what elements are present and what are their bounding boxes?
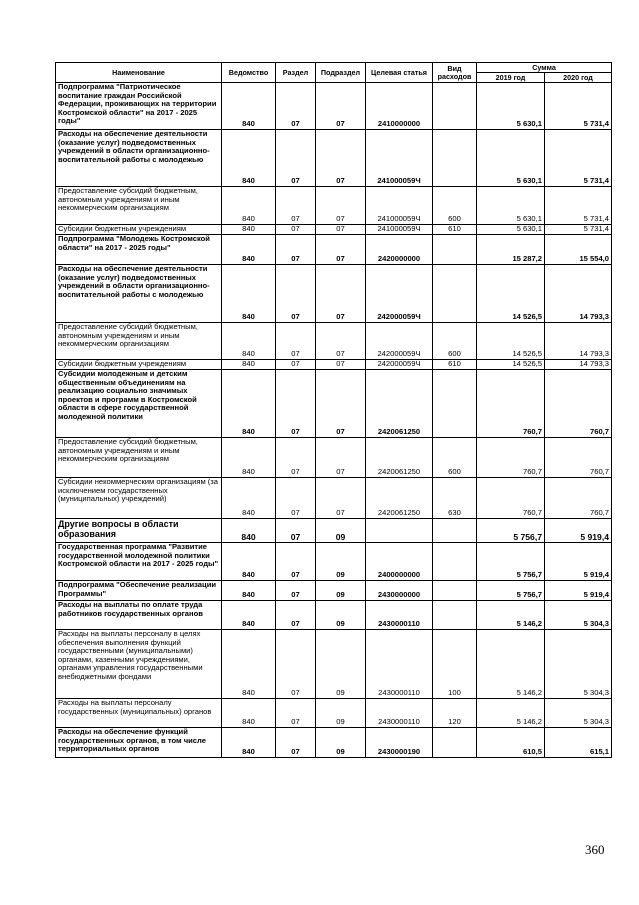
cell-vid: 100 <box>433 630 477 699</box>
cell-podrazdel: 09 <box>316 519 366 543</box>
table-row <box>56 323 612 360</box>
cell-sum-2020: 5 304,3 <box>545 699 612 728</box>
cell-name: Другие вопросы в области образования <box>56 519 222 543</box>
cell-target: 2430000110 <box>366 601 433 630</box>
table-row <box>56 581 612 601</box>
cell-podrazdel: 07 <box>316 323 366 360</box>
cell-sum-2019: 15 287,2 <box>477 235 545 265</box>
table-row <box>56 225 612 235</box>
cell-sum-2019: 5 146,2 <box>477 699 545 728</box>
table-row <box>56 83 612 130</box>
cell-sum-2020: 5 919,4 <box>545 519 612 543</box>
cell-vedomstvo: 840 <box>222 323 276 360</box>
cell-sum-2019: 5 146,2 <box>477 630 545 699</box>
cell-vid <box>433 370 477 438</box>
cell-vedomstvo: 840 <box>222 360 276 370</box>
cell-target: 241000059Ч <box>366 225 433 235</box>
col-header-podrazdel: Подраздел <box>316 63 366 83</box>
cell-vedomstvo: 840 <box>222 543 276 581</box>
cell-razdel: 07 <box>276 235 316 265</box>
table-row <box>56 265 612 323</box>
cell-target: 2410000000 <box>366 83 433 130</box>
cell-sum-2019: 760,7 <box>477 478 545 519</box>
cell-sum-2019: 5 146,2 <box>477 601 545 630</box>
cell-vedomstvo: 840 <box>222 699 276 728</box>
cell-target: 2430000110 <box>366 630 433 699</box>
cell-podrazdel: 09 <box>316 543 366 581</box>
col-header-vedomstvo: Ведомство <box>222 63 276 83</box>
cell-vid <box>433 130 477 187</box>
cell-podrazdel: 07 <box>316 265 366 323</box>
cell-sum-2019: 14 526,5 <box>477 323 545 360</box>
cell-vid <box>433 543 477 581</box>
cell-sum-2019: 5 756,7 <box>477 519 545 543</box>
cell-podrazdel: 09 <box>316 581 366 601</box>
cell-vid: 610 <box>433 360 477 370</box>
cell-vid: 600 <box>433 187 477 225</box>
table-row <box>56 630 612 699</box>
cell-sum-2019: 5 630,1 <box>477 130 545 187</box>
cell-vid: 610 <box>433 225 477 235</box>
cell-razdel: 07 <box>276 601 316 630</box>
col-header-razdel: Раздел <box>276 63 316 83</box>
table-row <box>56 543 612 581</box>
cell-name: Расходы на обеспечение деятельности (оказание услуг) подведомственных учреждений в области организационно-воспитательной работы с молодежью <box>56 265 222 323</box>
cell-name: Расходы на выплаты персоналу в целях обеспечения выполнения функций государственными (муниципальными) органами, казенными учреждениями, органами управления государственными внебюджетными фондами <box>56 630 222 699</box>
cell-vedomstvo: 840 <box>222 581 276 601</box>
cell-name: Расходы на выплаты персоналу государственных (муниципальных) органов <box>56 699 222 728</box>
cell-vedomstvo: 840 <box>222 130 276 187</box>
cell-sum-2019: 14 526,5 <box>477 360 545 370</box>
cell-target: 241000059Ч <box>366 130 433 187</box>
cell-vid <box>433 601 477 630</box>
cell-razdel: 07 <box>276 630 316 699</box>
budget-table <box>55 62 612 758</box>
cell-sum-2020: 5 731,4 <box>545 83 612 130</box>
cell-target: 2420061250 <box>366 370 433 438</box>
cell-podrazdel: 07 <box>316 187 366 225</box>
cell-name: Предоставление субсидий бюджетным, автономным учреждениям и иным некоммерческим организациям <box>56 187 222 225</box>
table-body <box>56 83 612 758</box>
cell-target: 2430000110 <box>366 699 433 728</box>
cell-vedomstvo: 840 <box>222 187 276 225</box>
cell-razdel: 07 <box>276 323 316 360</box>
cell-target: 2420061250 <box>366 438 433 478</box>
cell-name: Расходы на обеспечение функций государственных органов, в том числе территориальных органов <box>56 728 222 758</box>
cell-sum-2019: 760,7 <box>477 370 545 438</box>
cell-sum-2020: 15 554,0 <box>545 235 612 265</box>
cell-sum-2020: 5 919,4 <box>545 581 612 601</box>
cell-name: Субсидии бюджетным учреждениям <box>56 225 222 235</box>
cell-razdel: 07 <box>276 225 316 235</box>
cell-sum-2020: 14 793,3 <box>545 323 612 360</box>
cell-sum-2020: 760,7 <box>545 478 612 519</box>
cell-vid: 600 <box>433 323 477 360</box>
table-row <box>56 699 612 728</box>
cell-podrazdel: 09 <box>316 601 366 630</box>
cell-vedomstvo: 840 <box>222 438 276 478</box>
cell-razdel: 07 <box>276 728 316 758</box>
col-header-vid: Вид расходов <box>433 63 477 83</box>
cell-target: 242000059Ч <box>366 323 433 360</box>
cell-sum-2020: 5 919,4 <box>545 543 612 581</box>
cell-target: 242000059Ч <box>366 265 433 323</box>
cell-vid: 120 <box>433 699 477 728</box>
cell-name: Субсидии бюджетным учреждениям <box>56 360 222 370</box>
table-row <box>56 601 612 630</box>
cell-podrazdel: 09 <box>316 728 366 758</box>
cell-vedomstvo: 840 <box>222 478 276 519</box>
cell-razdel: 07 <box>276 360 316 370</box>
cell-podrazdel: 09 <box>316 630 366 699</box>
cell-vedomstvo: 840 <box>222 225 276 235</box>
cell-name: Подпрограмма "Обеспечение реализации Программы" <box>56 581 222 601</box>
cell-vid <box>433 581 477 601</box>
cell-sum-2020: 5 731,4 <box>545 187 612 225</box>
cell-vid: 630 <box>433 478 477 519</box>
cell-razdel: 07 <box>276 581 316 601</box>
cell-sum-2020: 615,1 <box>545 728 612 758</box>
cell-sum-2020: 760,7 <box>545 438 612 478</box>
cell-target: 2400000000 <box>366 543 433 581</box>
cell-razdel: 07 <box>276 438 316 478</box>
cell-vid <box>433 519 477 543</box>
cell-vedomstvo: 840 <box>222 235 276 265</box>
cell-razdel: 07 <box>276 83 316 130</box>
cell-podrazdel: 07 <box>316 370 366 438</box>
cell-sum-2020: 5 731,4 <box>545 225 612 235</box>
cell-sum-2019: 5 756,7 <box>477 543 545 581</box>
cell-razdel: 07 <box>276 265 316 323</box>
cell-vedomstvo: 840 <box>222 601 276 630</box>
cell-vid <box>433 728 477 758</box>
cell-razdel: 07 <box>276 543 316 581</box>
col-header-name: Наименование <box>56 63 222 83</box>
cell-sum-2020: 760,7 <box>545 370 612 438</box>
cell-sum-2019: 5 756,7 <box>477 581 545 601</box>
cell-vedomstvo: 840 <box>222 519 276 543</box>
cell-podrazdel: 07 <box>316 83 366 130</box>
cell-name: Предоставление субсидий бюджетным, автономным учреждениям и иным некоммерческим организациям <box>56 323 222 360</box>
table-row <box>56 187 612 225</box>
cell-podrazdel: 07 <box>316 130 366 187</box>
col-header-2020: 2020 год <box>545 73 612 83</box>
cell-sum-2020: 5 304,3 <box>545 601 612 630</box>
table-row <box>56 519 612 543</box>
cell-sum-2020: 5 304,3 <box>545 630 612 699</box>
cell-razdel: 07 <box>276 519 316 543</box>
table-row <box>56 478 612 519</box>
cell-sum-2019: 14 526,5 <box>477 265 545 323</box>
cell-name: Расходы на выплаты по оплате труда работников государственных органов <box>56 601 222 630</box>
cell-sum-2020: 5 731,4 <box>545 130 612 187</box>
cell-target: 2430000000 <box>366 581 433 601</box>
cell-sum-2019: 5 630,1 <box>477 187 545 225</box>
cell-target: 2420000000 <box>366 235 433 265</box>
cell-target: 242000059Ч <box>366 360 433 370</box>
cell-name: Подпрограмма "Молодежь Костромской области" на 2017 - 2025 годы" <box>56 235 222 265</box>
table-row <box>56 370 612 438</box>
table-row <box>56 130 612 187</box>
cell-name: Субсидии молодежным и детским общественным объединениям на реализацию социально значимых проектов и программ в Костромской области в сфере государственной молодежной политики <box>56 370 222 438</box>
cell-name: Расходы на обеспечение деятельности (оказание услуг) подведомственных учреждений в области организационно-воспитательной работы с молодежью <box>56 130 222 187</box>
col-header-target: Целевая статья <box>366 63 433 83</box>
table-row <box>56 360 612 370</box>
table-row <box>56 728 612 758</box>
cell-sum-2020: 14 793,3 <box>545 360 612 370</box>
cell-podrazdel: 07 <box>316 225 366 235</box>
cell-name: Подпрограмма "Патриотическое воспитание граждан Российской Федерации, проживающих на территории Костромской области" на 2017 - 2025 годы" <box>56 83 222 130</box>
cell-razdel: 07 <box>276 370 316 438</box>
cell-sum-2019: 610,5 <box>477 728 545 758</box>
cell-vedomstvo: 840 <box>222 728 276 758</box>
cell-podrazdel: 09 <box>316 699 366 728</box>
cell-razdel: 07 <box>276 130 316 187</box>
cell-target: 2430000190 <box>366 728 433 758</box>
cell-vid <box>433 265 477 323</box>
cell-razdel: 07 <box>276 699 316 728</box>
cell-razdel: 07 <box>276 478 316 519</box>
cell-sum-2019: 5 630,1 <box>477 83 545 130</box>
cell-sum-2019: 760,7 <box>477 438 545 478</box>
cell-vedomstvo: 840 <box>222 265 276 323</box>
cell-podrazdel: 07 <box>316 235 366 265</box>
cell-sum-2019: 5 630,1 <box>477 225 545 235</box>
cell-vedomstvo: 840 <box>222 83 276 130</box>
table-row <box>56 235 612 265</box>
col-header-summa: Сумма <box>477 63 612 73</box>
cell-target: 2420061250 <box>366 478 433 519</box>
cell-vedomstvo: 840 <box>222 370 276 438</box>
cell-vid <box>433 83 477 130</box>
cell-podrazdel: 07 <box>316 478 366 519</box>
cell-podrazdel: 07 <box>316 360 366 370</box>
cell-name: Государственная программа "Развитие государственной молодежной политики Костромской области на 2017 - 2025 годы" <box>56 543 222 581</box>
page-number: 360 <box>585 842 605 857</box>
cell-name: Субсидии некоммерческим организациям (за исключением государственных (муниципальных) учреждений) <box>56 478 222 519</box>
cell-target: 241000059Ч <box>366 187 433 225</box>
cell-vid <box>433 235 477 265</box>
table-row <box>56 438 612 478</box>
header-row-top <box>56 63 612 73</box>
cell-sum-2020: 14 793,3 <box>545 265 612 323</box>
cell-razdel: 07 <box>276 187 316 225</box>
cell-name: Предоставление субсидий бюджетным, автономным учреждениям и иным некоммерческим организациям <box>56 438 222 478</box>
col-header-2019: 2019 год <box>477 73 545 83</box>
cell-vid: 600 <box>433 438 477 478</box>
cell-target <box>366 519 433 543</box>
cell-vedomstvo: 840 <box>222 630 276 699</box>
cell-podrazdel: 07 <box>316 438 366 478</box>
